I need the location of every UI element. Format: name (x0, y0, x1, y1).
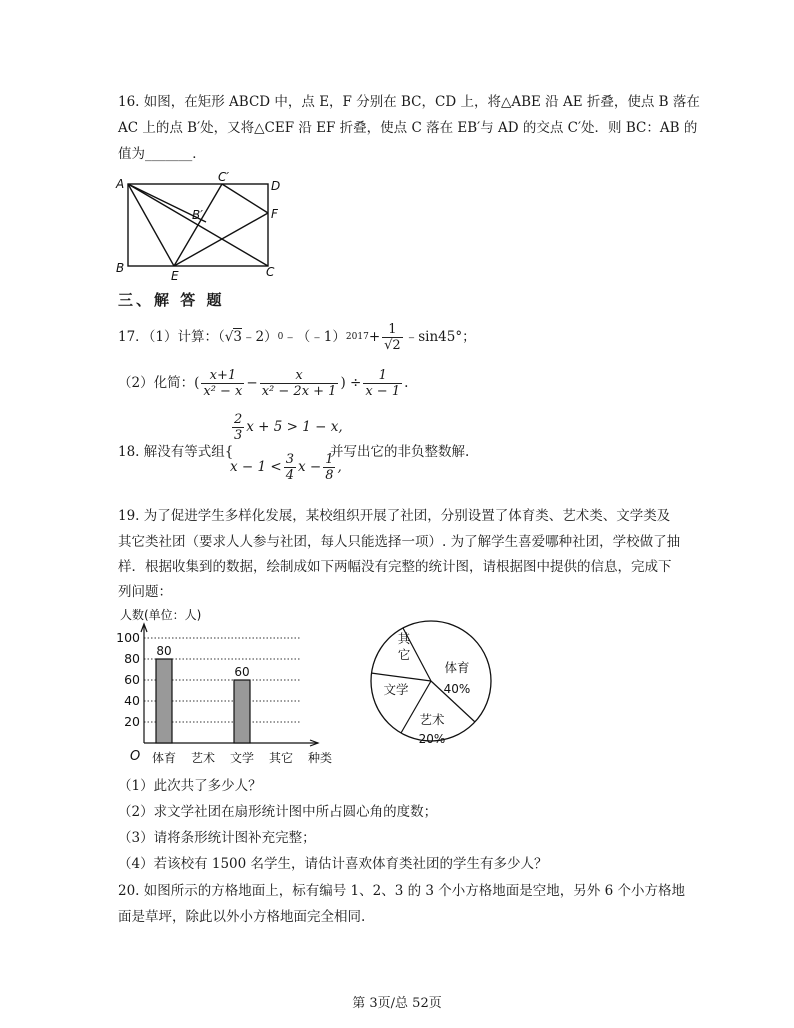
label-c-prime: C′ (218, 170, 230, 184)
q17-p1-mid: ﹣（﹣1） (283, 329, 346, 345)
q17-p1-plus: + (368, 329, 381, 345)
segment-ec-prime (174, 184, 222, 266)
q17-p1-tail: ﹣sin45°； (404, 329, 476, 345)
bar-体育 (156, 659, 172, 743)
q18-suffix: 并写出它的非负整数解. (330, 444, 470, 460)
x-category-label-其它: 其它 (268, 751, 294, 765)
q17-part-1 (118, 317, 476, 357)
origin-label: O (130, 749, 141, 764)
q20-line-2: 面是草坪，除此以外小方格地面完全相同. (118, 909, 366, 925)
x-axis-label: 种类 (308, 751, 333, 765)
q18-frac-1-8: $\frac{1}{8}$ (325, 451, 334, 483)
pie-percent-艺术: 20% (418, 732, 446, 746)
q19-sub-3: （3）请将条形统计图补充完整； (118, 830, 316, 846)
y-tick-label-60: 60 (124, 672, 140, 687)
x-category-label-艺术: 艺术 (190, 751, 216, 765)
bar-value-label-文学: 60 (234, 665, 250, 679)
q16-line-1: 16. 如图，在矩形 ABCD 中，点 E，F 分别在 BC，CD 上，将△ABE 沿 AE 折叠，使点 B 落在 (118, 94, 700, 110)
label-b-prime: B′ (192, 208, 203, 222)
y-tick-label-80: 80 (124, 651, 140, 666)
y-tick-label-100: 100 (116, 630, 140, 645)
x-category-label-文学: 文学 (229, 751, 255, 765)
q17-part-2 (118, 365, 408, 401)
q19-line-2: 其它类社团（要求人人参与社团，每人只能选择一项）. 为了解学生喜爱哪种社团，学校做了抽 (118, 534, 681, 550)
q18-inequality-1: $\frac{2}{3}$ x + 5 > 1 − x, (234, 411, 343, 443)
q19-sub-1: （1）此次共了多少人？ (118, 778, 262, 794)
pie-percent-体育: 40% (443, 682, 471, 696)
q19-sub-4: （4）若该校有 1500 名学生，请估计喜欢体育类社团的学生有多少人？ (118, 856, 548, 872)
q18-inequality-2: x − 1 < $\frac{3}{4}$ x − $\frac{1}{8}$ , (230, 451, 342, 483)
page-footer: 第 3页/总 52页 (352, 996, 442, 1011)
label-d: D (271, 179, 281, 193)
q17-p1-prefix: 17．（1）计算：（ (118, 329, 225, 345)
bar-value-label-体育: 80 (156, 644, 172, 658)
label-b: B (116, 261, 125, 275)
q17-p1-sqrt: √3 (224, 329, 242, 345)
q19-sub-2: （2）求文学社团在扇形统计图中所占圆心角的度数； (118, 804, 438, 820)
pie-label-体育: 体育 (444, 660, 470, 675)
q17-p2-end: . (404, 375, 409, 391)
q16-line-3: 值为_______． (118, 146, 206, 162)
q17-p2-divide: ) ÷ (340, 375, 362, 391)
q17-p2-minus: − (246, 375, 258, 391)
q19-line-4: 列问题： (118, 584, 172, 600)
q17-p1-exp2017: 2017 (345, 332, 369, 342)
y-tick-label-20: 20 (124, 714, 140, 729)
q19-line-3: 样．根据收集到的数据，绘制成如下两幅没有完整的统计图，请根据图中提供的信息，完成下 (118, 559, 672, 575)
bar-chart-title: 人数(单位：人) (120, 608, 202, 622)
segment-ae (128, 184, 174, 266)
pie-label-艺术: 艺术 (419, 712, 445, 727)
q17-p1-minus2: ﹣2） (241, 329, 278, 345)
label-a: A (116, 177, 125, 191)
q17-p2-fraction-1: $\frac{x+1}{\text{x² − x}}$ (203, 367, 243, 399)
x-category-label-体育: 体育 (151, 751, 177, 765)
label-e: E (171, 269, 179, 282)
q18-frac-3-4: $\frac{3}{4}$ (285, 451, 294, 483)
pie-chart (368, 608, 498, 758)
q17-p2-fraction-2: $\frac{x}{\text{x² − 2x + 1}}$ (261, 367, 337, 399)
q17-p1-exp0: 0 (277, 332, 284, 342)
label-f: F (271, 207, 278, 221)
q16-line-2: AC 上的点 B′处，又将△CEF 沿 EF 折叠，使点 C 落在 EB′与 AD 的交点 C′处．则 BC：AB 的 (118, 120, 698, 136)
q17-p1-fraction: $\frac{1}{√2}$ (384, 321, 401, 353)
q17-p2-fraction-3: $\frac{1}{x - 1}$ (365, 367, 401, 399)
pie-label-文学: 文学 (383, 682, 409, 697)
q16-rectangle-figure (110, 170, 290, 282)
q18-prefix: 18. 解没有等式组{ (118, 444, 234, 460)
pie-label-其它: 其它 (397, 631, 411, 662)
bar-文学 (234, 680, 250, 743)
segment-c-prime-f (222, 184, 268, 213)
q20-line-1: 20. 如图所示的方格地面上，标有编号 1、2、3 的 3 个小方格地面是空地，另外 6 个小方格地 (118, 883, 685, 899)
bar-chart (110, 603, 340, 775)
q19-line-1: 19. 为了促进学生多样化发展，某校组织开展了社团，分别设置了体育类、艺术类、文学类及 (118, 508, 671, 524)
q18-frac-2-3: $\frac{2}{3}$ (234, 411, 243, 443)
y-tick-label-40: 40 (124, 693, 140, 708)
section-heading: 三、解 答 题 (118, 291, 225, 309)
label-c: C (266, 265, 275, 279)
q17-p2-prefix: （2）化简：( (118, 375, 200, 391)
